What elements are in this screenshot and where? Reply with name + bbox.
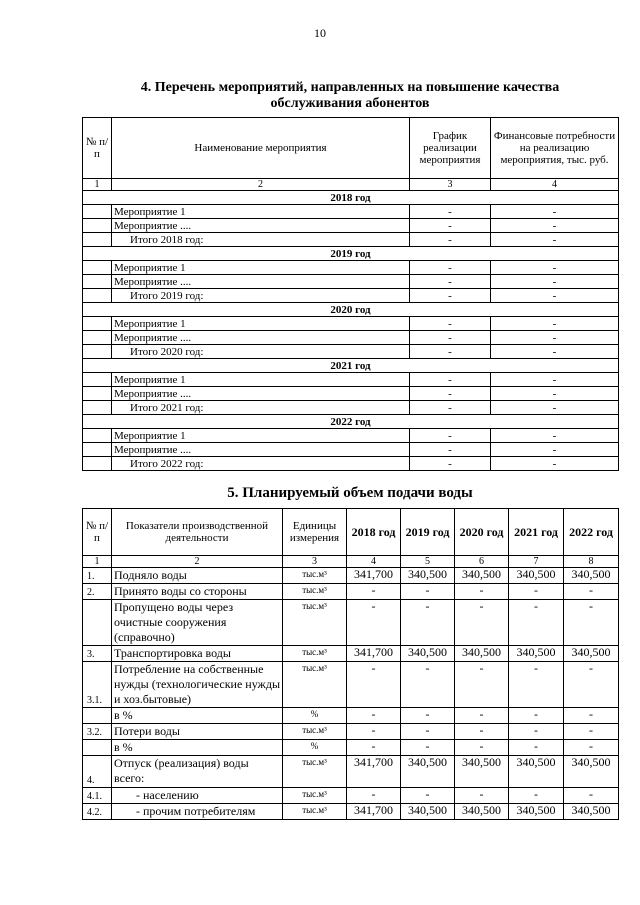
- year-value: -: [347, 600, 401, 646]
- column-number: 4: [347, 556, 401, 568]
- year-value: 340,500: [564, 804, 619, 820]
- activity-name: Итого 2018 год:: [112, 233, 410, 247]
- year-value: -: [455, 662, 509, 708]
- year-value: -: [347, 662, 401, 708]
- activity-name: Итого 2019 год:: [112, 289, 410, 303]
- header-num: № п/п: [83, 118, 112, 179]
- activities-header-row: [83, 118, 619, 179]
- year-value: 340,500: [401, 568, 455, 584]
- year-value: -: [455, 740, 509, 756]
- activity-num: [83, 345, 112, 359]
- column-number: 4: [491, 179, 619, 191]
- activity-row: [83, 373, 619, 387]
- header-year: 2021 год: [509, 509, 564, 556]
- indicator-name: Потери воды: [112, 724, 283, 740]
- activity-schedule: -: [410, 443, 491, 457]
- activity-num: [83, 373, 112, 387]
- activity-finance: -: [491, 317, 619, 331]
- year-value: -: [401, 600, 455, 646]
- year-value: 340,500: [401, 804, 455, 820]
- activity-name: Итого 2021 год:: [112, 401, 410, 415]
- year-value: -: [564, 724, 619, 740]
- activity-finance: -: [491, 261, 619, 275]
- water-supply-table: [82, 508, 619, 820]
- column-numbers-row: [83, 179, 619, 191]
- water-row: [83, 646, 619, 662]
- header-year: 2019 год: [401, 509, 455, 556]
- water-row: [83, 600, 619, 646]
- indicator-name: Пропущено воды через очистные сооружения (справочно): [112, 600, 283, 646]
- year-label: 2022 год: [83, 415, 619, 429]
- activity-schedule: -: [410, 457, 491, 471]
- row-num: 2.: [83, 584, 112, 600]
- indicator-name: Транспортировка воды: [112, 646, 283, 662]
- year-value: 341,700: [347, 646, 401, 662]
- water-row: [83, 584, 619, 600]
- activity-row: [83, 331, 619, 345]
- year-value: -: [347, 708, 401, 724]
- column-number: 5: [401, 556, 455, 568]
- activity-schedule: -: [410, 345, 491, 359]
- activity-finance: -: [491, 275, 619, 289]
- year-value: -: [455, 584, 509, 600]
- year-value: -: [564, 600, 619, 646]
- year-value: 340,500: [564, 568, 619, 584]
- year-value: -: [401, 788, 455, 804]
- row-num: 3.: [83, 646, 112, 662]
- section4-title: [82, 80, 618, 112]
- activity-finance: -: [491, 443, 619, 457]
- unit: тыс.м³: [283, 584, 347, 600]
- activity-name: Мероприятие 1: [112, 373, 410, 387]
- year-value: -: [564, 708, 619, 724]
- year-value: -: [564, 788, 619, 804]
- year-value: 340,500: [509, 568, 564, 584]
- row-num: 1.: [83, 568, 112, 584]
- column-number: 6: [455, 556, 509, 568]
- year-value: 340,500: [455, 568, 509, 584]
- activity-name: Итого 2020 год:: [112, 345, 410, 359]
- column-number: 3: [410, 179, 491, 191]
- activity-num: [83, 205, 112, 219]
- year-value: 340,500: [455, 756, 509, 788]
- unit: тыс.м³: [283, 568, 347, 584]
- row-num: 3.1.: [83, 662, 112, 708]
- activity-num: [83, 219, 112, 233]
- header-unit: Единицы измерения: [283, 509, 347, 556]
- activity-schedule: -: [410, 429, 491, 443]
- activity-name: Мероприятие 1: [112, 429, 410, 443]
- year-value: -: [455, 724, 509, 740]
- year-value: 341,700: [347, 568, 401, 584]
- row-num: [83, 740, 112, 756]
- activity-finance: -: [491, 401, 619, 415]
- year-value: 341,700: [347, 756, 401, 788]
- year-row: [83, 359, 619, 373]
- year-label: 2020 год: [83, 303, 619, 317]
- year-row: [83, 303, 619, 317]
- year-value: -: [509, 584, 564, 600]
- year-value: 340,500: [509, 804, 564, 820]
- activity-row: [83, 457, 619, 471]
- year-row: [83, 415, 619, 429]
- column-numbers-row: [83, 556, 619, 568]
- year-value: -: [401, 708, 455, 724]
- indicator-name: в %: [112, 708, 283, 724]
- column-number: 8: [564, 556, 619, 568]
- activity-row: [83, 401, 619, 415]
- year-label: 2019 год: [83, 247, 619, 261]
- year-value: -: [455, 600, 509, 646]
- year-value: -: [509, 788, 564, 804]
- water-row: [83, 788, 619, 804]
- activity-num: [83, 443, 112, 457]
- header-finance: Финансовые потребности на реализацию мероприятия, тыс. руб.: [491, 118, 619, 179]
- activity-num: [83, 429, 112, 443]
- indicator-name: Подняло воды: [112, 568, 283, 584]
- activity-schedule: -: [410, 331, 491, 345]
- header-year: 2020 год: [455, 509, 509, 556]
- activity-name: Мероприятие 1: [112, 205, 410, 219]
- activity-finance: -: [491, 289, 619, 303]
- column-number: 1: [83, 556, 112, 568]
- activity-name: Мероприятие 1: [112, 317, 410, 331]
- header-activity-name: Наименование мероприятия: [112, 118, 410, 179]
- column-number: 2: [112, 556, 283, 568]
- unit: тыс.м³: [283, 756, 347, 788]
- unit: %: [283, 740, 347, 756]
- section4-title-line2: обслуживания абонентов: [270, 96, 430, 111]
- water-row: [83, 724, 619, 740]
- activity-num: [83, 387, 112, 401]
- year-value: 340,500: [564, 756, 619, 788]
- water-row: [83, 662, 619, 708]
- activity-finance: -: [491, 345, 619, 359]
- unit: %: [283, 708, 347, 724]
- year-value: -: [347, 584, 401, 600]
- column-number: 2: [112, 179, 410, 191]
- year-value: -: [509, 708, 564, 724]
- activity-schedule: -: [410, 275, 491, 289]
- activity-row: [83, 261, 619, 275]
- year-value: -: [564, 584, 619, 600]
- activity-finance: -: [491, 429, 619, 443]
- year-value: 340,500: [401, 646, 455, 662]
- year-value: 340,500: [564, 646, 619, 662]
- activity-row: [83, 275, 619, 289]
- activity-finance: -: [491, 457, 619, 471]
- water-row: [83, 568, 619, 584]
- year-value: -: [564, 662, 619, 708]
- row-num: 3.2.: [83, 724, 112, 740]
- column-number: 3: [283, 556, 347, 568]
- activity-name: Мероприятие ....: [112, 443, 410, 457]
- row-num: 4.2.: [83, 804, 112, 820]
- year-value: -: [509, 724, 564, 740]
- year-value: -: [509, 600, 564, 646]
- indicator-name: Отпуск (реализация) воды всего:: [112, 756, 283, 788]
- activity-finance: -: [491, 373, 619, 387]
- year-value: -: [347, 740, 401, 756]
- activity-num: [83, 317, 112, 331]
- activity-name: Итого 2022 год:: [112, 457, 410, 471]
- year-row: [83, 247, 619, 261]
- activity-num: [83, 457, 112, 471]
- activity-num: [83, 401, 112, 415]
- year-value: 341,700: [347, 804, 401, 820]
- activities-table: [82, 117, 619, 471]
- activity-num: [83, 275, 112, 289]
- activity-schedule: -: [410, 261, 491, 275]
- activity-schedule: -: [410, 219, 491, 233]
- section4-title-line1: 4. Перечень мероприятий, направленных на повышение качества: [140, 80, 560, 95]
- header-num: № п/п: [83, 509, 112, 556]
- activity-name: Мероприятие ....: [112, 275, 410, 289]
- unit: тыс.м³: [283, 788, 347, 804]
- row-num: 4.1.: [83, 788, 112, 804]
- activity-finance: -: [491, 233, 619, 247]
- year-value: 340,500: [455, 804, 509, 820]
- header-indicator: Показатели производственной деятельности: [112, 509, 283, 556]
- water-row: [83, 756, 619, 788]
- year-value: -: [401, 662, 455, 708]
- activity-name: Мероприятие ....: [112, 219, 410, 233]
- activity-row: [83, 387, 619, 401]
- section5-title: 5. Планируемый объем подачи воды: [227, 485, 473, 501]
- activity-row: [83, 219, 619, 233]
- year-value: 340,500: [509, 646, 564, 662]
- header-schedule: График реализации мероприятия: [410, 118, 491, 179]
- year-value: -: [401, 724, 455, 740]
- indicator-name: - населению: [112, 788, 283, 804]
- year-value: -: [455, 788, 509, 804]
- unit: тыс.м³: [283, 662, 347, 708]
- activity-name: Мероприятие 1: [112, 261, 410, 275]
- activity-finance: -: [491, 219, 619, 233]
- unit: тыс.м³: [283, 804, 347, 820]
- unit: тыс.м³: [283, 600, 347, 646]
- year-label: 2018 год: [83, 191, 619, 205]
- water-row: [83, 804, 619, 820]
- activity-finance: -: [491, 331, 619, 345]
- activity-row: [83, 429, 619, 443]
- indicator-name: Потребление на собственные нужды (технологические нужды и хоз.бытовые): [112, 662, 283, 708]
- water-header-row: [83, 509, 619, 556]
- year-value: -: [455, 708, 509, 724]
- indicator-name: Принято воды со стороны: [112, 584, 283, 600]
- activity-name: Мероприятие ....: [112, 331, 410, 345]
- activity-num: [83, 261, 112, 275]
- year-value: -: [401, 740, 455, 756]
- activity-schedule: -: [410, 401, 491, 415]
- year-value: 340,500: [455, 646, 509, 662]
- water-row: [83, 740, 619, 756]
- row-num: [83, 600, 112, 646]
- year-value: 340,500: [401, 756, 455, 788]
- column-number: 7: [509, 556, 564, 568]
- activity-row: [83, 443, 619, 457]
- activity-row: [83, 345, 619, 359]
- activity-finance: -: [491, 205, 619, 219]
- year-value: -: [401, 584, 455, 600]
- header-year: 2022 год: [564, 509, 619, 556]
- activity-schedule: -: [410, 233, 491, 247]
- activity-schedule: -: [410, 205, 491, 219]
- unit: тыс.м³: [283, 724, 347, 740]
- year-value: 340,500: [509, 756, 564, 788]
- indicator-name: в %: [112, 740, 283, 756]
- activity-row: [83, 317, 619, 331]
- year-value: -: [509, 740, 564, 756]
- activity-finance: -: [491, 387, 619, 401]
- water-row: [83, 708, 619, 724]
- page-number: 10: [314, 26, 326, 40]
- row-num: [83, 708, 112, 724]
- activity-row: [83, 233, 619, 247]
- year-value: -: [509, 662, 564, 708]
- activity-schedule: -: [410, 289, 491, 303]
- year-value: -: [564, 740, 619, 756]
- row-num: 4.: [83, 756, 112, 788]
- column-number: 1: [83, 179, 112, 191]
- activity-row: [83, 205, 619, 219]
- year-row: [83, 191, 619, 205]
- header-year: 2018 год: [347, 509, 401, 556]
- activity-schedule: -: [410, 317, 491, 331]
- indicator-name: - прочим потребителям: [112, 804, 283, 820]
- year-value: -: [347, 724, 401, 740]
- year-label: 2021 год: [83, 359, 619, 373]
- unit: тыс.м³: [283, 646, 347, 662]
- activity-schedule: -: [410, 373, 491, 387]
- year-value: -: [347, 788, 401, 804]
- activity-num: [83, 233, 112, 247]
- activity-name: Мероприятие ....: [112, 387, 410, 401]
- activity-num: [83, 289, 112, 303]
- activity-row: [83, 289, 619, 303]
- activity-num: [83, 331, 112, 345]
- activity-schedule: -: [410, 387, 491, 401]
